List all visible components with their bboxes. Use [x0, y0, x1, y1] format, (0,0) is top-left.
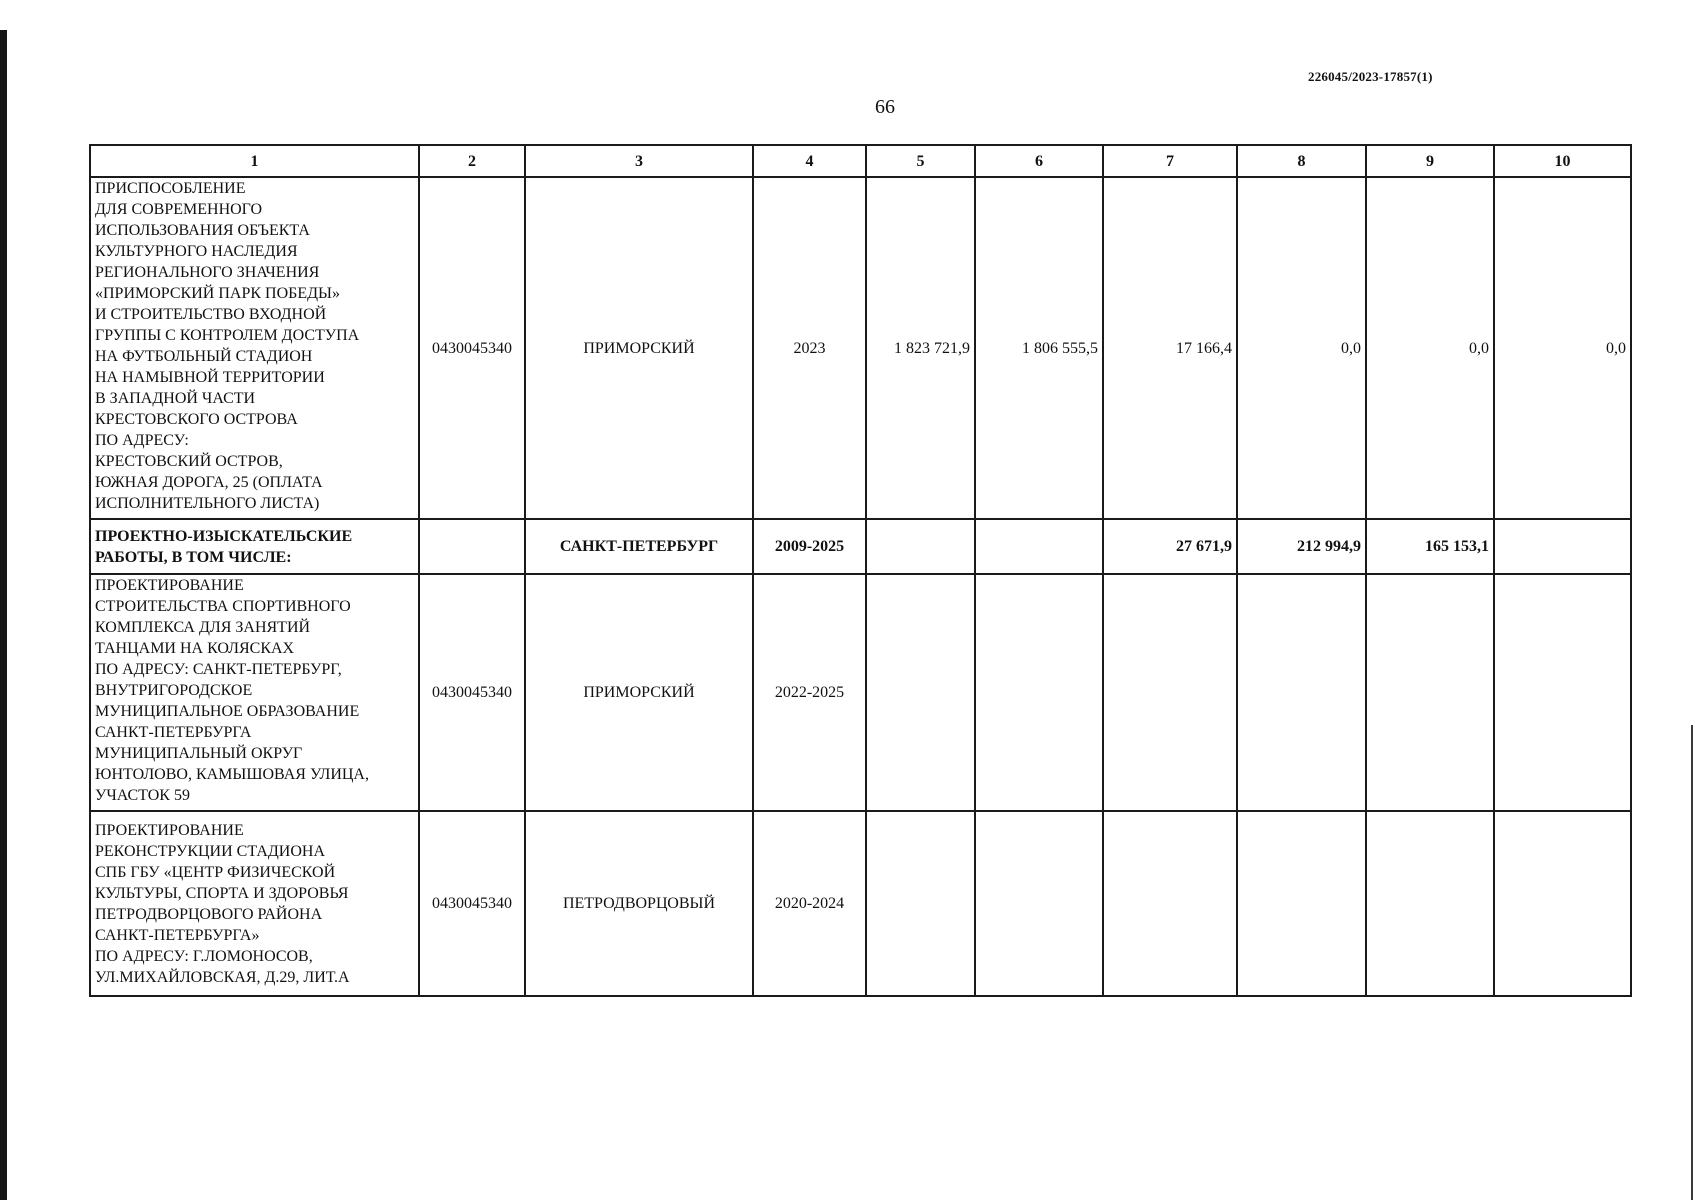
value-cell-9: 0,0 [1366, 177, 1494, 519]
column-header-10: 10 [1494, 145, 1631, 177]
value-cell-7 [1103, 811, 1237, 996]
object-name-cell: ПРОЕКТНО-ИЗЫСКАТЕЛЬСКИЕ РАБОТЫ, В ТОМ ЧИСЛЕ: [90, 519, 419, 574]
value-cell-10 [1494, 519, 1631, 574]
value-cell-6 [975, 574, 1103, 811]
data-table [89, 144, 1632, 997]
years-cell: 2009-2025 [753, 519, 866, 574]
value-cell-6: 1 806 555,5 [975, 177, 1103, 519]
scan-edge-left [0, 30, 7, 1200]
table-row [90, 574, 1631, 811]
value-cell-5 [866, 811, 975, 996]
value-cell-9 [1366, 811, 1494, 996]
value-cell-5 [866, 574, 975, 811]
years-cell: 2020-2024 [753, 811, 866, 996]
code-cell: 0430045340 [419, 811, 525, 996]
object-name-cell: ПРОЕКТИРОВАНИЕ РЕКОНСТРУКЦИИ СТАДИОНА СПБ ГБУ «ЦЕНТР ФИЗИЧЕСКОЙ КУЛЬТУРЫ, СПОРТА И ЗДОРОВЬЯ ПЕТРОДВОРЦОВОГО РАЙОНА САНКТ-ПЕТЕРБУРГА» ПО АДРЕСУ: Г.ЛОМОНОСОВ, УЛ.МИХАЙЛОВСКАЯ, Д.29, ЛИТ.А [90, 811, 419, 996]
column-header-6: 6 [975, 145, 1103, 177]
column-header-9: 9 [1366, 145, 1494, 177]
value-cell-10 [1494, 811, 1631, 996]
code-cell: 0430045340 [419, 177, 525, 519]
district-cell: ПРИМОРСКИЙ [525, 177, 753, 519]
column-header-2: 2 [419, 145, 525, 177]
code-cell: 0430045340 [419, 574, 525, 811]
value-cell-6 [975, 519, 1103, 574]
value-cell-8 [1237, 811, 1366, 996]
document-id: 226045/2023-17857(1) [1308, 69, 1433, 84]
value-cell-10 [1494, 574, 1631, 811]
value-cell-7: 27 671,9 [1103, 519, 1237, 574]
table-row [90, 177, 1631, 519]
district-cell: ПЕТРОДВОРЦОВЫЙ [525, 811, 753, 996]
value-cell-7: 17 166,4 [1103, 177, 1237, 519]
value-cell-8: 212 994,9 [1237, 519, 1366, 574]
value-cell-9 [1366, 574, 1494, 811]
table-row [90, 811, 1631, 996]
value-cell-5: 1 823 721,9 [866, 177, 975, 519]
value-cell-7 [1103, 574, 1237, 811]
value-cell-6 [975, 811, 1103, 996]
code-cell [419, 519, 525, 574]
scan-edge-right [1691, 725, 1693, 1200]
object-name-cell: ПРИСПОСОБЛЕНИЕ ДЛЯ СОВРЕМЕННОГО ИСПОЛЬЗОВАНИЯ ОБЪЕКТА КУЛЬТУРНОГО НАСЛЕДИЯ РЕГИОНАЛЬНОГО ЗНАЧЕНИЯ «ПРИМОРСКИЙ ПАРК ПОБЕДЫ» И СТРОИТЕЛЬСТВО ВХОДНОЙ ГРУППЫ С КОНТРОЛЕМ ДОСТУПА НА ФУТБОЛЬНЫЙ СТАДИОН НА НАМЫВНОЙ ТЕРРИТОРИИ В ЗАПАДНОЙ ЧАСТИ КРЕСТОВСКОГО ОСТРОВА ПО АДРЕСУ: КРЕСТОВСКИЙ ОСТРОВ, ЮЖНАЯ ДОРОГА, 25 (ОПЛАТА ИСПОЛНИТЕЛЬНОГО ЛИСТА) [90, 177, 419, 519]
years-cell: 2023 [753, 177, 866, 519]
column-header-5: 5 [866, 145, 975, 177]
column-header-7: 7 [1103, 145, 1237, 177]
column-header-1: 1 [90, 145, 419, 177]
value-cell-9: 165 153,1 [1366, 519, 1494, 574]
years-cell: 2022-2025 [753, 574, 866, 811]
column-header-3: 3 [525, 145, 753, 177]
value-cell-10: 0,0 [1494, 177, 1631, 519]
district-cell: САНКТ-ПЕТЕРБУРГ [525, 519, 753, 574]
district-cell: ПРИМОРСКИЙ [525, 574, 753, 811]
object-name-cell: ПРОЕКТИРОВАНИЕ СТРОИТЕЛЬСТВА СПОРТИВНОГО КОМПЛЕКСА ДЛЯ ЗАНЯТИЙ ТАНЦАМИ НА КОЛЯСКАХ ПО АДРЕСУ: САНКТ-ПЕТЕРБУРГ, ВНУТРИГОРОДСКОЕ МУНИЦИПАЛЬНОЕ ОБРАЗОВАНИЕ САНКТ-ПЕТЕРБУРГА МУНИЦИПАЛЬНЫЙ ОКРУГ ЮНТОЛОВО, КАМЫШОВАЯ УЛИЦА, УЧАСТОК 59 [90, 574, 419, 811]
column-header-4: 4 [753, 145, 866, 177]
page-number: 66 [875, 96, 895, 118]
value-cell-8: 0,0 [1237, 177, 1366, 519]
table-row-subtotal [90, 519, 1631, 574]
table-header-row [90, 145, 1631, 177]
value-cell-5 [866, 519, 975, 574]
column-header-8: 8 [1237, 145, 1366, 177]
value-cell-8 [1237, 574, 1366, 811]
